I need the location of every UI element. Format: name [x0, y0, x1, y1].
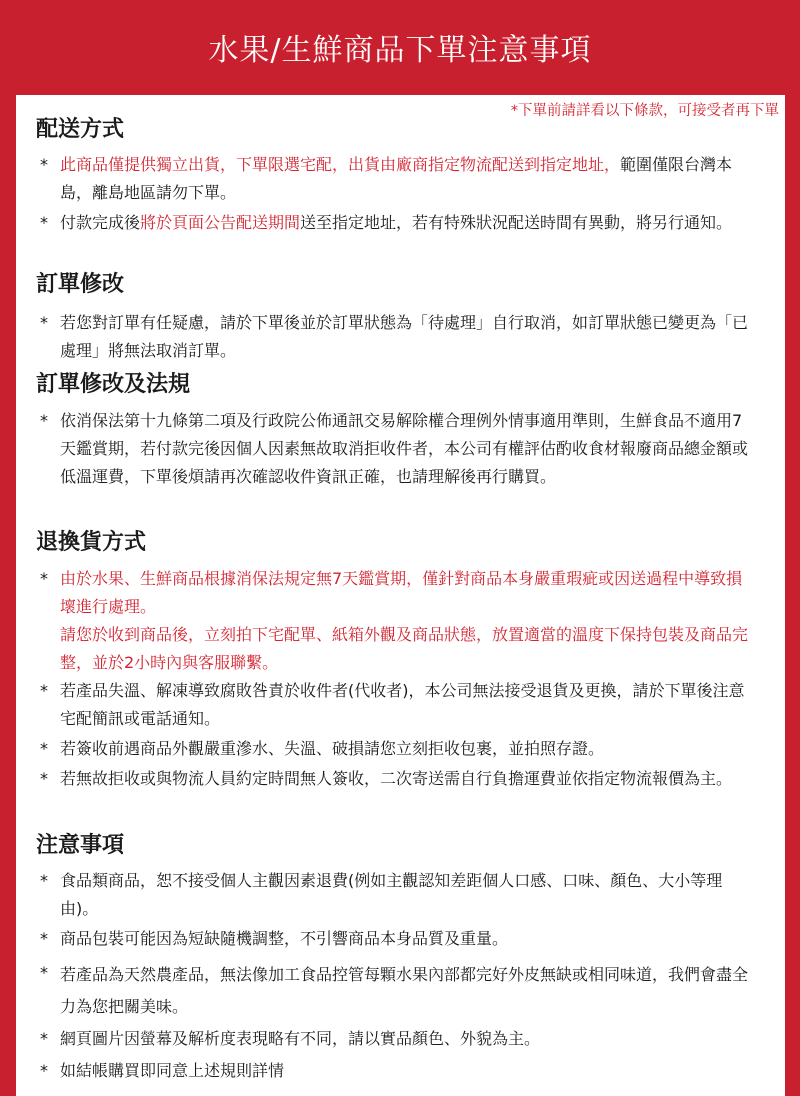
item-text: 網頁圖片因螢幕及解析度表現略有不同，請以實品顏色、外貌為主。: [60, 1029, 541, 1048]
item-text: 如結帳購買即同意上述規則詳情: [60, 1061, 285, 1080]
item-text: 若無故拒收或與物流人員約定時間無人簽收，二次寄送需自行負擔運費並依指定物流報價為主。: [60, 769, 733, 788]
list-item: [40, 959, 750, 1023]
bullet-star: *: [40, 1029, 48, 1048]
list-item: [40, 735, 750, 763]
page-title: 水果/生鮮商品下單注意事項: [208, 33, 592, 68]
item-text: 商品包裝可能因為短缺隨機調整，不引響商品本身品質及重量。: [60, 929, 509, 948]
list-item: [40, 407, 750, 491]
list-item: [40, 151, 750, 207]
item-text: 若您對訂單有任疑慮，請於下單後並於訂單狀態為「待處理」自行取消，如訂單狀態已變更為「已處理」將無法取消訂單。: [60, 313, 749, 360]
bullet-star: *: [40, 155, 48, 174]
item-text: 付款完成後: [60, 213, 141, 232]
item-text: 食品類商品，恕不接受個人主觀因素退費(例如主觀認知差距個人口感、口味、顏色、大小等理由)。: [60, 871, 723, 918]
item-text: 若產品失溫、解凍導致腐敗咎責於收件者(代收者)，本公司無法接受退貨及更換，請於下單後注意宅配簡訊或電話通知。: [60, 681, 745, 728]
list-item: [40, 209, 750, 237]
bullet-star: *: [40, 313, 48, 332]
item-text-highlight: 請您於收到商品後，立刻拍下宅配單、紙箱外觀及商品狀態，放置適當的溫度下保持包裝及商品完整，並於2小時內與客服聯繫。: [60, 625, 749, 672]
pre-order-notice: *下單前請詳看以下條款，可接受者再下單: [510, 103, 779, 119]
bullet-star: *: [40, 871, 48, 890]
bullet-star: *: [40, 681, 48, 700]
item-text: 範圍僅限台灣本島，離島地區請勿下單。: [60, 155, 733, 202]
bullet-star: *: [40, 411, 48, 430]
bullet-star: *: [40, 769, 48, 788]
item-text-highlight: 此商品僅提供獨立出貨，下單限選宅配，出貨由廠商指定物流配送到指定地址，: [60, 155, 621, 174]
header-banner: [0, 0, 800, 94]
section-title-delivery: 配送方式: [36, 117, 125, 142]
bullet-star: *: [40, 213, 48, 232]
bullet-star: *: [40, 929, 48, 948]
bullet-star: *: [40, 739, 48, 758]
list-item: [40, 677, 750, 733]
item-text: 送至指定地址，若有特殊狀況配送時間有異動，將另行通知。: [300, 213, 733, 232]
section-title-notes: 注意事項: [36, 833, 125, 858]
item-text-highlight: 將於頁面公告配送期間: [140, 213, 301, 232]
section-title-regulations: 訂單修改及法規: [36, 372, 191, 397]
list-item: [40, 925, 750, 953]
list-item: [40, 309, 750, 365]
item-text: 若產品為天然農產品，無法像加工食品控管每顆水果內部都完好外皮無缺或相同味道，我們會盡全力為您把關美味。: [60, 965, 749, 1016]
list-item: [40, 565, 750, 677]
list-item: [40, 867, 750, 923]
terms-panel: [15, 94, 786, 1096]
list-item: [40, 1025, 750, 1053]
item-text: 依消保法第十九條第二項及行政院公佈通訊交易解除權合理例外情事適用準則，生鮮食品不適用7天鑑賞期，若付款完後因個人因素無故取消拒收件者，本公司有權評估酌收食材報廢商品總金額或低溫運費，下單後煩請再次確認收件資訊正確，也請理解後再行購買。: [60, 411, 749, 486]
item-text: 若簽收前遇商品外觀嚴重滲水、失溫、破損請您立刻拒收包裹，並拍照存證。: [60, 739, 605, 758]
bullet-star: *: [40, 1061, 48, 1080]
section-title-order-change: 訂單修改: [36, 272, 125, 297]
list-item: [40, 765, 750, 793]
list-item: [40, 1057, 750, 1085]
item-text-highlight: 由於水果、生鮮商品根據消保法規定無7天鑑賞期，僅針對商品本身嚴重瑕疵或因送過程中導致損壞進行處理。: [60, 569, 743, 616]
section-title-returns: 退換貨方式: [36, 530, 147, 555]
bullet-star: *: [40, 963, 48, 982]
bullet-star: *: [40, 569, 48, 588]
